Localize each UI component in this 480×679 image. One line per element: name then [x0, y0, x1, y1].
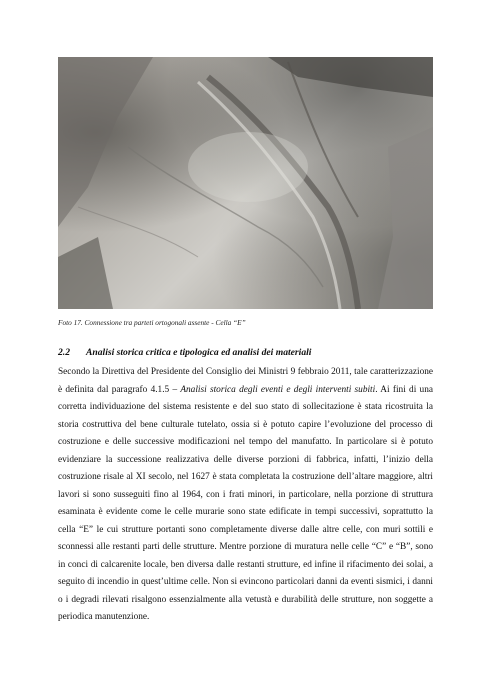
- section-title: Analisi storica critica e tipologica ed analisi dei materiali: [86, 347, 312, 358]
- body-paragraph: [58, 364, 433, 627]
- section-heading: [58, 347, 311, 358]
- body-text-italic: Analisi storica degli eventi e degli interventi subiti: [180, 384, 376, 395]
- body-text-end: . Ai fini di una corretta individuazione del sistema resistente e del suo stato di sollecitazione è stata ricostruita la storia costruttiva del bene culturale tutelato, ossia si è potuto capire l’evoluzione del processo di costruzione e delle successive modificazioni nel tempo del manufatto. In particolare si è potuto evidenziare la successione realizzativa delle diverse porzioni di fabbrica, infatti, l’inizio della costruzione risale al XI secolo, nel 1627 è stata completata la costruzione dell’altare maggiore, altri lavori si sono susseguiti fino al 1964, con i frati minori, in particolare, nella porzione di struttura esaminata è evidente come le celle murarie sono state edificate in tempi successivi, soprattutto la cella “E” le cui strutture portanti sono completamente diverse dalle altre celle, con muri sottili e sconnessi alle restanti parti delle strutture. Mentre porzione di muratura nelle celle “C” e “B”, sono in conci di calcarenite locale, ben diversa dalle restanti strutture, ed infine il rifacimento dei solai, a seguito di incendio in quest’ultime celle. Non si evincono particolari danni da eventi sismici, i danni o i degradi rilevati risalgono essenzialmente alla vetustà e durabilità delle strutture, non soggette a periodica manutenzione.: [58, 384, 433, 622]
- figure-caption: Foto 17. Connessione tra parteti ortogonali assente - Cella “E”: [58, 318, 246, 327]
- wall-connection-photo: [58, 57, 433, 309]
- section-number: 2.2: [58, 347, 70, 358]
- body-text-start: Secondo la Direttiva del Presidente del Consiglio dei Ministri 9 febbraio 2011, tale caratterizzazione è definita dal paragrafo 4.1.5 –: [58, 367, 433, 395]
- photo-illustration: [58, 57, 433, 309]
